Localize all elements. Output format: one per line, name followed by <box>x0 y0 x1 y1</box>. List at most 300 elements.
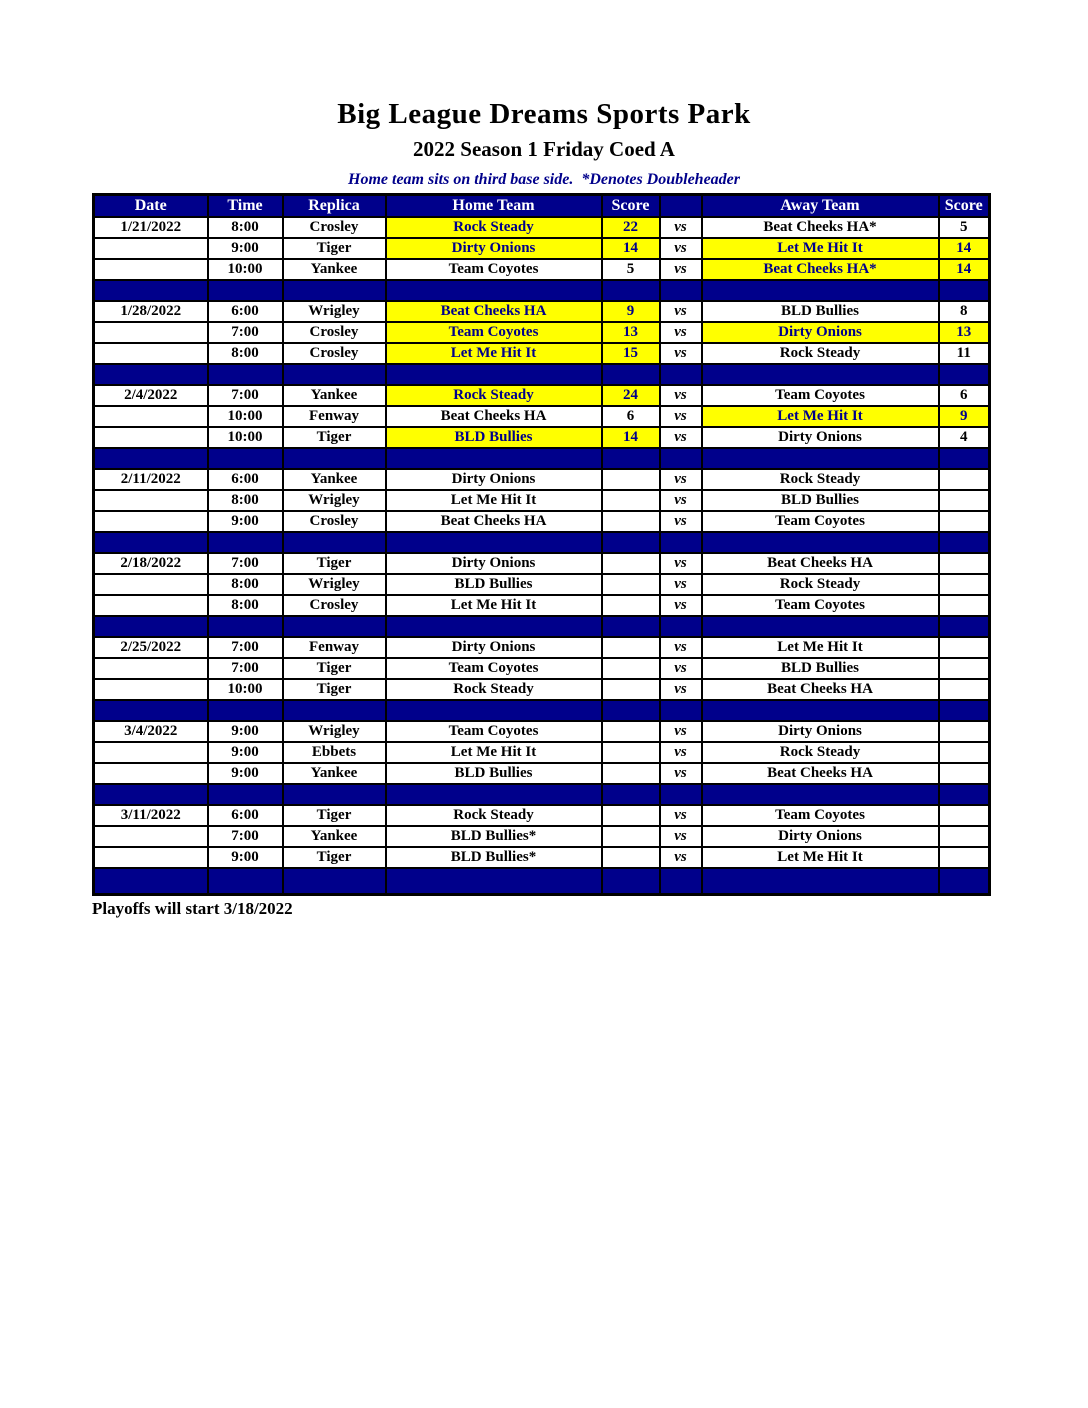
replica-cell: Crosley <box>283 595 386 616</box>
home-team-cell: Rock Steady <box>386 217 602 238</box>
vs-cell: vs <box>660 259 702 280</box>
separator-cell <box>386 448 602 469</box>
replica-cell: Wrigley <box>283 301 386 322</box>
separator-cell <box>208 532 283 553</box>
separator-cell <box>602 280 660 301</box>
separator-cell <box>208 784 283 805</box>
home-score-cell <box>602 595 660 616</box>
separator-cell <box>602 364 660 385</box>
vs-cell: vs <box>660 805 702 826</box>
home-team-cell: Rock Steady <box>386 679 602 700</box>
time-cell: 10:00 <box>208 427 283 448</box>
vs-cell: vs <box>660 679 702 700</box>
separator-row <box>94 616 990 637</box>
time-cell: 10:00 <box>208 406 283 427</box>
home-team-cell: Rock Steady <box>386 805 602 826</box>
vs-cell: vs <box>660 553 702 574</box>
game-row <box>94 658 990 679</box>
away-team-cell: BLD Bullies <box>702 658 939 679</box>
separator-cell <box>208 700 283 721</box>
separator-cell <box>208 868 283 895</box>
date-cell <box>94 259 208 280</box>
separator-cell <box>386 364 602 385</box>
date-cell <box>94 238 208 259</box>
separator-cell <box>94 532 208 553</box>
vs-cell: vs <box>660 637 702 658</box>
separator-cell <box>386 700 602 721</box>
vs-cell: vs <box>660 238 702 259</box>
date-cell <box>94 826 208 847</box>
vs-cell: vs <box>660 322 702 343</box>
time-cell: 7:00 <box>208 826 283 847</box>
home-score-cell <box>602 805 660 826</box>
away-score-cell <box>939 679 990 700</box>
page-subtitle: 2022 Season 1 Friday Coed A <box>413 137 675 161</box>
home-team-cell: Let Me Hit It <box>386 595 602 616</box>
date-cell <box>94 679 208 700</box>
replica-cell: Yankee <box>283 763 386 784</box>
column-header-away-team: Away Team <box>702 195 939 217</box>
home-team-cell: Beat Cheeks HA <box>386 301 602 322</box>
separator-cell <box>283 700 386 721</box>
separator-cell <box>660 532 702 553</box>
away-score-cell <box>939 469 990 490</box>
date-cell <box>94 511 208 532</box>
separator-row <box>94 868 990 895</box>
replica-cell: Tiger <box>283 427 386 448</box>
away-team-cell: BLD Bullies <box>702 490 939 511</box>
game-row <box>94 763 990 784</box>
vs-cell: vs <box>660 490 702 511</box>
separator-cell <box>602 784 660 805</box>
separator-row <box>94 784 990 805</box>
away-team-cell: Rock Steady <box>702 469 939 490</box>
home-team-cell: Rock Steady <box>386 385 602 406</box>
home-team-cell: Team Coyotes <box>386 658 602 679</box>
separator-cell <box>94 784 208 805</box>
replica-cell: Crosley <box>283 511 386 532</box>
home-team-cell: Dirty Onions <box>386 637 602 658</box>
column-header-score: Score <box>602 195 660 217</box>
replica-cell: Tiger <box>283 847 386 868</box>
home-score-cell <box>602 679 660 700</box>
replica-cell: Ebbets <box>283 742 386 763</box>
away-score-cell: 11 <box>939 343 990 364</box>
home-score-cell <box>602 637 660 658</box>
home-team-cell: BLD Bullies <box>386 763 602 784</box>
game-row <box>94 469 990 490</box>
home-team-cell: BLD Bullies* <box>386 826 602 847</box>
separator-cell <box>602 448 660 469</box>
date-cell: 3/11/2022 <box>94 805 208 826</box>
vs-cell: vs <box>660 721 702 742</box>
game-row <box>94 742 990 763</box>
date-cell: 2/11/2022 <box>94 469 208 490</box>
away-team-cell: Beat Cheeks HA* <box>702 259 939 280</box>
time-cell: 9:00 <box>208 742 283 763</box>
replica-cell: Tiger <box>283 553 386 574</box>
replica-cell: Yankee <box>283 259 386 280</box>
away-score-cell <box>939 847 990 868</box>
away-score-cell <box>939 595 990 616</box>
time-cell: 7:00 <box>208 637 283 658</box>
date-cell: 3/4/2022 <box>94 721 208 742</box>
away-team-cell: Beat Cheeks HA* <box>702 217 939 238</box>
away-team-cell: Rock Steady <box>702 343 939 364</box>
separator-row <box>94 280 990 301</box>
away-score-cell: 5 <box>939 217 990 238</box>
column-header-home-team: Home Team <box>386 195 602 217</box>
separator-cell <box>660 448 702 469</box>
away-team-cell: Beat Cheeks HA <box>702 553 939 574</box>
time-cell: 7:00 <box>208 385 283 406</box>
away-score-cell: 14 <box>939 259 990 280</box>
time-cell: 9:00 <box>208 847 283 868</box>
replica-cell: Wrigley <box>283 574 386 595</box>
separator-cell <box>94 364 208 385</box>
vs-cell: vs <box>660 217 702 238</box>
date-cell <box>94 763 208 784</box>
separator-cell <box>702 364 939 385</box>
separator-cell <box>702 448 939 469</box>
game-row <box>94 385 990 406</box>
away-score-cell <box>939 553 990 574</box>
separator-cell <box>283 868 386 895</box>
separator-cell <box>702 280 939 301</box>
away-team-cell: Beat Cheeks HA <box>702 679 939 700</box>
date-cell: 1/21/2022 <box>94 217 208 238</box>
game-row <box>94 343 990 364</box>
separator-cell <box>660 616 702 637</box>
replica-cell: Crosley <box>283 343 386 364</box>
game-row <box>94 805 990 826</box>
column-header-score: Score <box>939 195 990 217</box>
away-team-cell: Team Coyotes <box>702 805 939 826</box>
page-title: Big League Dreams Sports Park <box>337 98 751 130</box>
away-team-cell: Dirty Onions <box>702 322 939 343</box>
separator-cell <box>660 364 702 385</box>
separator-cell <box>602 700 660 721</box>
away-score-cell: 13 <box>939 322 990 343</box>
separator-cell <box>702 784 939 805</box>
away-team-cell: Dirty Onions <box>702 721 939 742</box>
separator-cell <box>283 448 386 469</box>
replica-cell: Fenway <box>283 406 386 427</box>
separator-cell <box>939 616 990 637</box>
away-score-cell <box>939 742 990 763</box>
replica-cell: Fenway <box>283 637 386 658</box>
vs-cell: vs <box>660 427 702 448</box>
away-score-cell <box>939 574 990 595</box>
home-team-cell: Let Me Hit It <box>386 490 602 511</box>
time-cell: 8:00 <box>208 574 283 595</box>
replica-cell: Tiger <box>283 805 386 826</box>
separator-cell <box>939 532 990 553</box>
time-cell: 8:00 <box>208 343 283 364</box>
separator-cell <box>386 616 602 637</box>
time-cell: 6:00 <box>208 805 283 826</box>
separator-cell <box>386 784 602 805</box>
vs-cell: vs <box>660 511 702 532</box>
separator-cell <box>939 868 990 895</box>
separator-cell <box>283 616 386 637</box>
home-score-cell: 14 <box>602 238 660 259</box>
home-score-cell <box>602 574 660 595</box>
replica-cell: Yankee <box>283 826 386 847</box>
game-row <box>94 406 990 427</box>
column-header-date: Date <box>94 195 208 217</box>
replica-cell: Crosley <box>283 322 386 343</box>
game-row <box>94 301 990 322</box>
date-cell <box>94 406 208 427</box>
date-cell: 2/25/2022 <box>94 637 208 658</box>
vs-cell: vs <box>660 406 702 427</box>
separator-cell <box>660 280 702 301</box>
game-row <box>94 238 990 259</box>
home-score-cell: 13 <box>602 322 660 343</box>
separator-cell <box>702 532 939 553</box>
separator-row <box>94 532 990 553</box>
time-cell: 6:00 <box>208 301 283 322</box>
away-team-cell: Team Coyotes <box>702 385 939 406</box>
away-score-cell: 4 <box>939 427 990 448</box>
separator-cell <box>939 364 990 385</box>
vs-cell: vs <box>660 343 702 364</box>
time-cell: 10:00 <box>208 259 283 280</box>
date-cell: 1/28/2022 <box>94 301 208 322</box>
time-cell: 8:00 <box>208 217 283 238</box>
home-team-cell: BLD Bullies* <box>386 847 602 868</box>
replica-cell: Tiger <box>283 238 386 259</box>
game-row <box>94 553 990 574</box>
away-team-cell: Rock Steady <box>702 742 939 763</box>
separator-row <box>94 364 990 385</box>
vs-cell: vs <box>660 469 702 490</box>
away-score-cell <box>939 511 990 532</box>
date-cell <box>94 658 208 679</box>
vs-cell: vs <box>660 385 702 406</box>
home-score-cell <box>602 847 660 868</box>
home-team-cell: Beat Cheeks HA <box>386 511 602 532</box>
schedule-table <box>92 193 991 896</box>
separator-cell <box>94 616 208 637</box>
home-team-cell: Dirty Onions <box>386 238 602 259</box>
time-cell: 8:00 <box>208 595 283 616</box>
game-row <box>94 322 990 343</box>
replica-cell: Wrigley <box>283 721 386 742</box>
game-row <box>94 721 990 742</box>
separator-cell <box>386 868 602 895</box>
home-score-cell <box>602 742 660 763</box>
game-row <box>94 637 990 658</box>
away-team-cell: Let Me Hit It <box>702 406 939 427</box>
away-team-cell: Rock Steady <box>702 574 939 595</box>
replica-cell: Yankee <box>283 469 386 490</box>
game-row <box>94 595 990 616</box>
date-cell: 2/4/2022 <box>94 385 208 406</box>
separator-cell <box>94 700 208 721</box>
game-row <box>94 679 990 700</box>
schedule-table-header <box>94 195 990 217</box>
game-row <box>94 490 990 511</box>
time-cell: 9:00 <box>208 763 283 784</box>
home-score-cell: 15 <box>602 343 660 364</box>
vs-cell: vs <box>660 658 702 679</box>
separator-cell <box>208 448 283 469</box>
vs-cell: vs <box>660 574 702 595</box>
home-score-cell <box>602 721 660 742</box>
vs-cell: vs <box>660 847 702 868</box>
separator-cell <box>702 868 939 895</box>
separator-cell <box>660 784 702 805</box>
separator-cell <box>208 280 283 301</box>
date-cell <box>94 322 208 343</box>
game-row <box>94 511 990 532</box>
away-score-cell <box>939 637 990 658</box>
away-team-cell: Dirty Onions <box>702 427 939 448</box>
time-cell: 10:00 <box>208 679 283 700</box>
home-team-cell: Let Me Hit It <box>386 742 602 763</box>
time-cell: 9:00 <box>208 721 283 742</box>
home-team-cell: Dirty Onions <box>386 469 602 490</box>
separator-cell <box>94 868 208 895</box>
separator-cell <box>939 784 990 805</box>
away-score-cell <box>939 763 990 784</box>
replica-cell: Tiger <box>283 679 386 700</box>
separator-cell <box>208 364 283 385</box>
home-team-cell: Team Coyotes <box>386 259 602 280</box>
time-cell: 7:00 <box>208 322 283 343</box>
vs-cell: vs <box>660 301 702 322</box>
separator-row <box>94 448 990 469</box>
separator-cell <box>386 280 602 301</box>
away-score-cell <box>939 805 990 826</box>
home-score-cell <box>602 511 660 532</box>
separator-cell <box>702 700 939 721</box>
vs-cell: vs <box>660 826 702 847</box>
game-row <box>94 259 990 280</box>
date-cell <box>94 490 208 511</box>
home-score-cell <box>602 553 660 574</box>
date-cell <box>94 574 208 595</box>
home-team-cell: Beat Cheeks HA <box>386 406 602 427</box>
column-header-replica: Replica <box>283 195 386 217</box>
time-cell: 9:00 <box>208 511 283 532</box>
replica-cell: Wrigley <box>283 490 386 511</box>
separator-cell <box>283 280 386 301</box>
separator-cell <box>602 532 660 553</box>
vs-cell: vs <box>660 595 702 616</box>
time-cell: 8:00 <box>208 490 283 511</box>
away-score-cell: 9 <box>939 406 990 427</box>
separator-cell <box>94 448 208 469</box>
home-team-note: Home team sits on third base side. *Denotes Doubleheader <box>348 171 740 188</box>
date-cell <box>94 742 208 763</box>
home-score-cell: 9 <box>602 301 660 322</box>
home-score-cell <box>602 763 660 784</box>
away-team-cell: Dirty Onions <box>702 826 939 847</box>
away-team-cell: Let Me Hit It <box>702 847 939 868</box>
column-header-time: Time <box>208 195 283 217</box>
separator-cell <box>208 616 283 637</box>
date-cell <box>94 343 208 364</box>
away-score-cell: 6 <box>939 385 990 406</box>
vs-cell: vs <box>660 763 702 784</box>
replica-cell: Tiger <box>283 658 386 679</box>
home-team-cell: BLD Bullies <box>386 427 602 448</box>
separator-cell <box>660 868 702 895</box>
separator-cell <box>283 364 386 385</box>
home-score-cell <box>602 469 660 490</box>
away-team-cell: Beat Cheeks HA <box>702 763 939 784</box>
separator-cell <box>94 280 208 301</box>
home-score-cell: 5 <box>602 259 660 280</box>
separator-cell <box>939 280 990 301</box>
away-team-cell: BLD Bullies <box>702 301 939 322</box>
time-cell: 7:00 <box>208 658 283 679</box>
away-score-cell <box>939 658 990 679</box>
away-score-cell <box>939 490 990 511</box>
separator-cell <box>386 532 602 553</box>
replica-cell: Crosley <box>283 217 386 238</box>
separator-cell <box>702 616 939 637</box>
home-score-cell: 14 <box>602 427 660 448</box>
separator-cell <box>283 532 386 553</box>
playoffs-note: Playoffs will start 3/18/2022 <box>92 899 293 918</box>
date-cell: 2/18/2022 <box>94 553 208 574</box>
replica-cell: Yankee <box>283 385 386 406</box>
time-cell: 7:00 <box>208 553 283 574</box>
home-team-cell: Team Coyotes <box>386 721 602 742</box>
separator-cell <box>602 616 660 637</box>
away-score-cell <box>939 721 990 742</box>
home-team-cell: BLD Bullies <box>386 574 602 595</box>
game-row <box>94 847 990 868</box>
home-score-cell <box>602 826 660 847</box>
home-team-cell: Team Coyotes <box>386 322 602 343</box>
separator-row <box>94 700 990 721</box>
home-score-cell: 22 <box>602 217 660 238</box>
home-score-cell: 6 <box>602 406 660 427</box>
date-cell <box>94 847 208 868</box>
home-score-cell: 24 <box>602 385 660 406</box>
date-cell <box>94 595 208 616</box>
game-row <box>94 574 990 595</box>
away-team-cell: Let Me Hit It <box>702 238 939 259</box>
time-cell: 9:00 <box>208 238 283 259</box>
home-team-cell: Dirty Onions <box>386 553 602 574</box>
separator-cell <box>602 868 660 895</box>
home-team-cell: Let Me Hit It <box>386 343 602 364</box>
schedule-table-body <box>94 217 990 895</box>
separator-cell <box>939 700 990 721</box>
game-row <box>94 217 990 238</box>
away-team-cell: Team Coyotes <box>702 511 939 532</box>
game-row <box>94 427 990 448</box>
date-cell <box>94 427 208 448</box>
home-score-cell <box>602 490 660 511</box>
separator-cell <box>939 448 990 469</box>
away-team-cell: Let Me Hit It <box>702 637 939 658</box>
vs-cell: vs <box>660 742 702 763</box>
separator-cell <box>283 784 386 805</box>
away-score-cell <box>939 826 990 847</box>
away-score-cell: 8 <box>939 301 990 322</box>
game-row <box>94 826 990 847</box>
header-row <box>94 195 990 217</box>
column-header-vs <box>660 195 702 217</box>
away-team-cell: Team Coyotes <box>702 595 939 616</box>
